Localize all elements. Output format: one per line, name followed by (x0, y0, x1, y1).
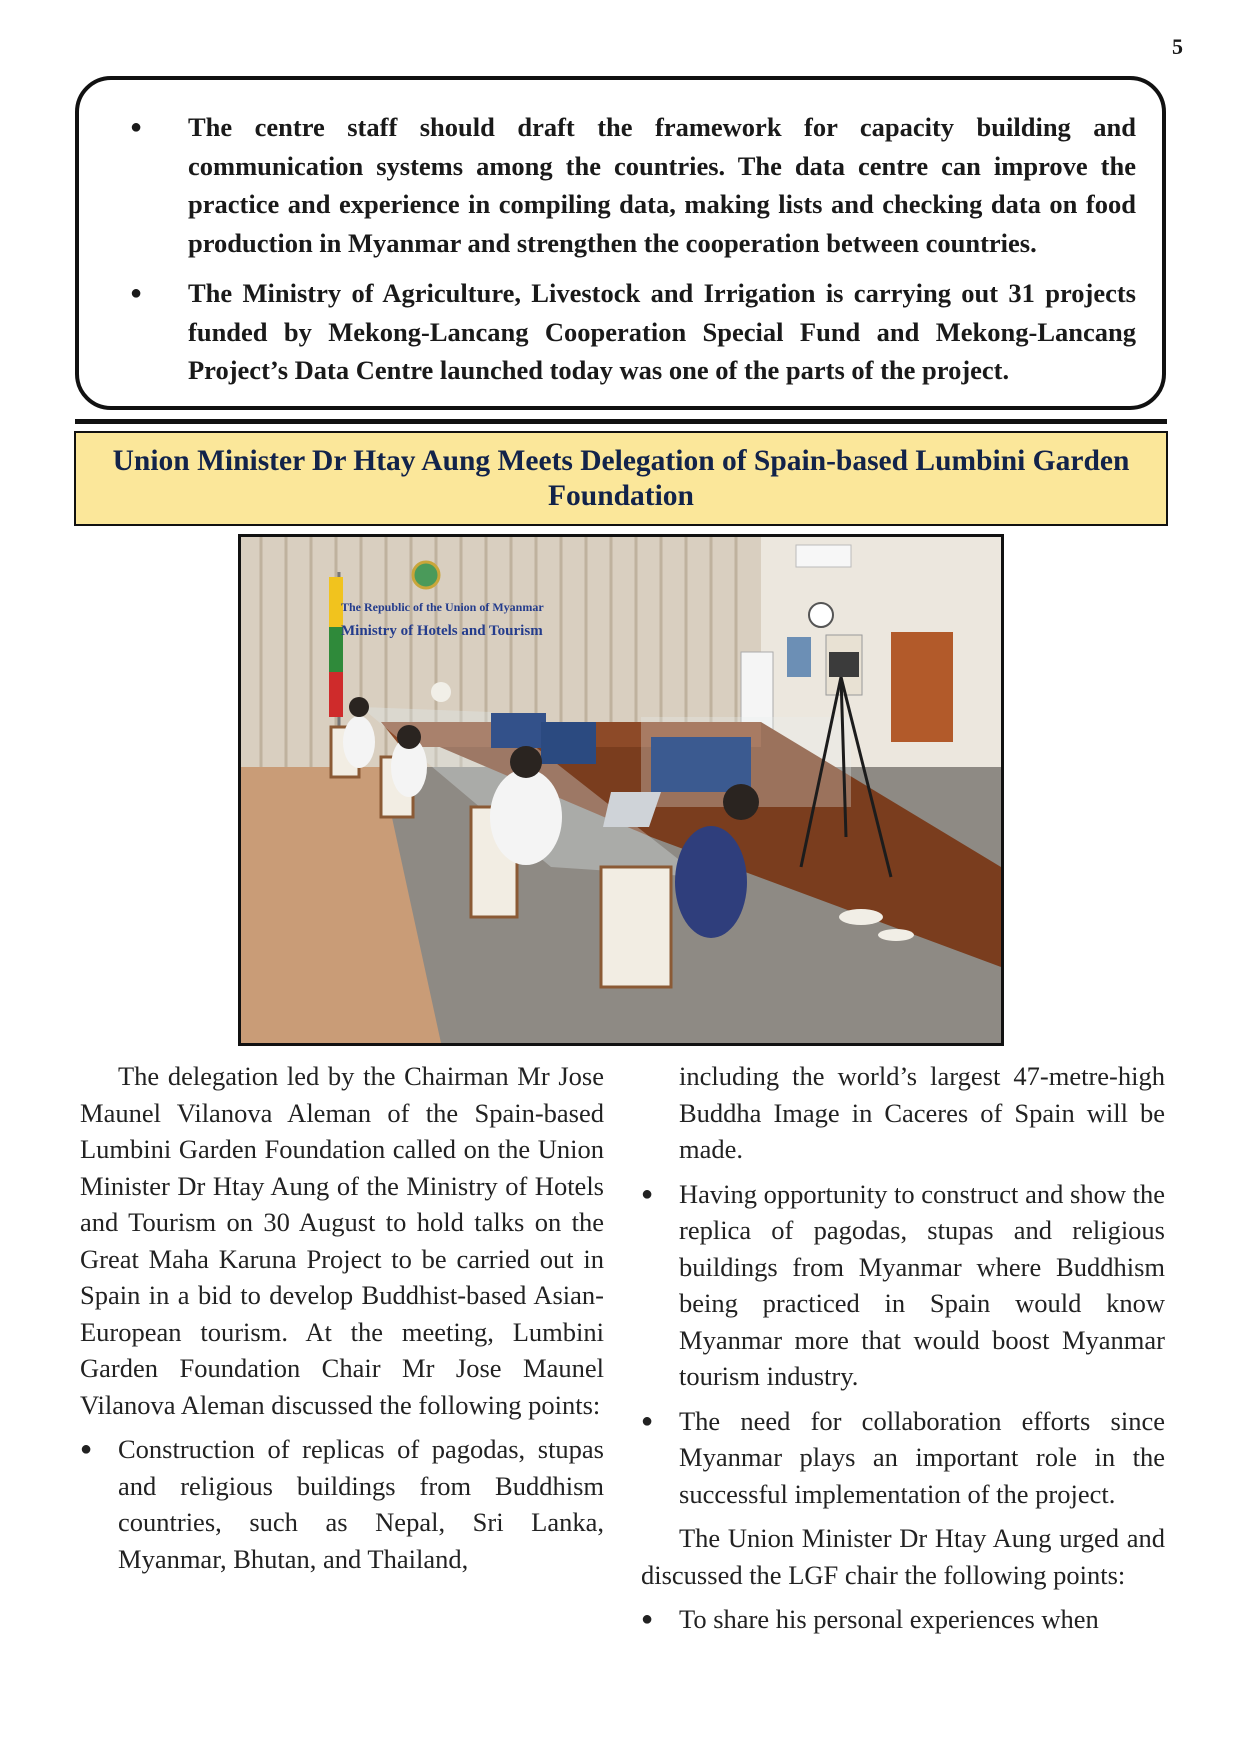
list-item-text: To share his personal experiences when (679, 1604, 1099, 1634)
page-number: 5 (1172, 34, 1183, 59)
bullet-icon: ● (641, 1182, 654, 1205)
bullet-icon: ● (130, 116, 143, 138)
list-item (641, 1176, 1165, 1395)
continued-bullet-text: including the world’s largest 47-metre-high Buddha Image in Caceres of Spain will be made. (679, 1061, 1165, 1164)
list-item-text: Having opportunity to construct and show the replica of pagodas, stupas and religious buildings from Myanmar where Buddhism being practiced in Spain would know Myanmar more that would boost Myanmar tourism industry. (679, 1178, 1165, 1391)
list-item-text: Construction of replicas of pagodas, stupas and religious buildings from Buddhism countries, such as Nepal, Sri Lanka, Myanmar, Bhutan, and Thailand, (118, 1434, 604, 1574)
bullet-icon: ● (641, 1409, 654, 1432)
left-bullet-list (80, 1431, 604, 1577)
summary-box (75, 76, 1166, 410)
article-intro-paragraph: The delegation led by the Chairman Mr Jose Maunel Vilanova Aleman of the Spain-based Lumbini Garden Foundation called on the Union Minister Dr Htay Aung of the Ministry of Hotels and Tourism on 30 August to hold talks on the Great Maha Karuna Project to be carried out in Spain in a bid to develop Buddhist-based Asian-European tourism. At the meeting, Lumbini Garden Foundation Chair Mr Jose Maunel Vilanova Aleman discussed the following points: (80, 1061, 604, 1420)
article-left-column (80, 1058, 604, 1585)
right-bullet-list (641, 1176, 1165, 1513)
minister-paragraph: The Union Minister Dr Htay Aung urged and discussed the LGF chair the following points: (641, 1523, 1165, 1590)
summary-list (105, 108, 1136, 390)
section-divider (75, 419, 1167, 424)
meeting-photo-illustration (241, 537, 1001, 1043)
list-item-text: The need for collaboration efforts since Myanmar plays an important role in the successful implementation of the project. (679, 1405, 1165, 1509)
bullet-icon: ● (80, 1438, 93, 1460)
summary-item (105, 108, 1136, 262)
summary-item-text: The Ministry of Agriculture, Livestock and Irrigation is carrying out 31 projects funded by Mekong-Lancang Cooperation Special Fund and Mekong-Lancang Project’s Data Centre launched today was one of the parts of the project. (188, 278, 1136, 385)
wall-sign-line1: The Republic of the Union of Myanmar (341, 600, 544, 614)
list-item (80, 1431, 604, 1577)
bullet-icon: ● (641, 1608, 654, 1630)
summary-item-text: The centre staff should draft the framework for capacity building and communication systems among the countries. The data centre can improve the practice and experience in compiling data, making lists and checking data on food production in Myanmar and strengthen the cooperation between countries. (188, 112, 1136, 258)
final-bullet-list (641, 1601, 1165, 1638)
meeting-photo (238, 534, 1004, 1046)
article-right-column (641, 1058, 1165, 1646)
list-item (641, 1403, 1165, 1513)
article-headline: Union Minister Dr Htay Aung Meets Delegation of Spain-based Lumbini Garden Foundation (112, 444, 1130, 512)
list-item (641, 1601, 1165, 1638)
headline-box (74, 431, 1168, 526)
wall-sign-line2: Ministry of Hotels and Tourism (341, 623, 543, 639)
bullet-icon: ● (130, 282, 143, 304)
summary-item (105, 274, 1136, 390)
